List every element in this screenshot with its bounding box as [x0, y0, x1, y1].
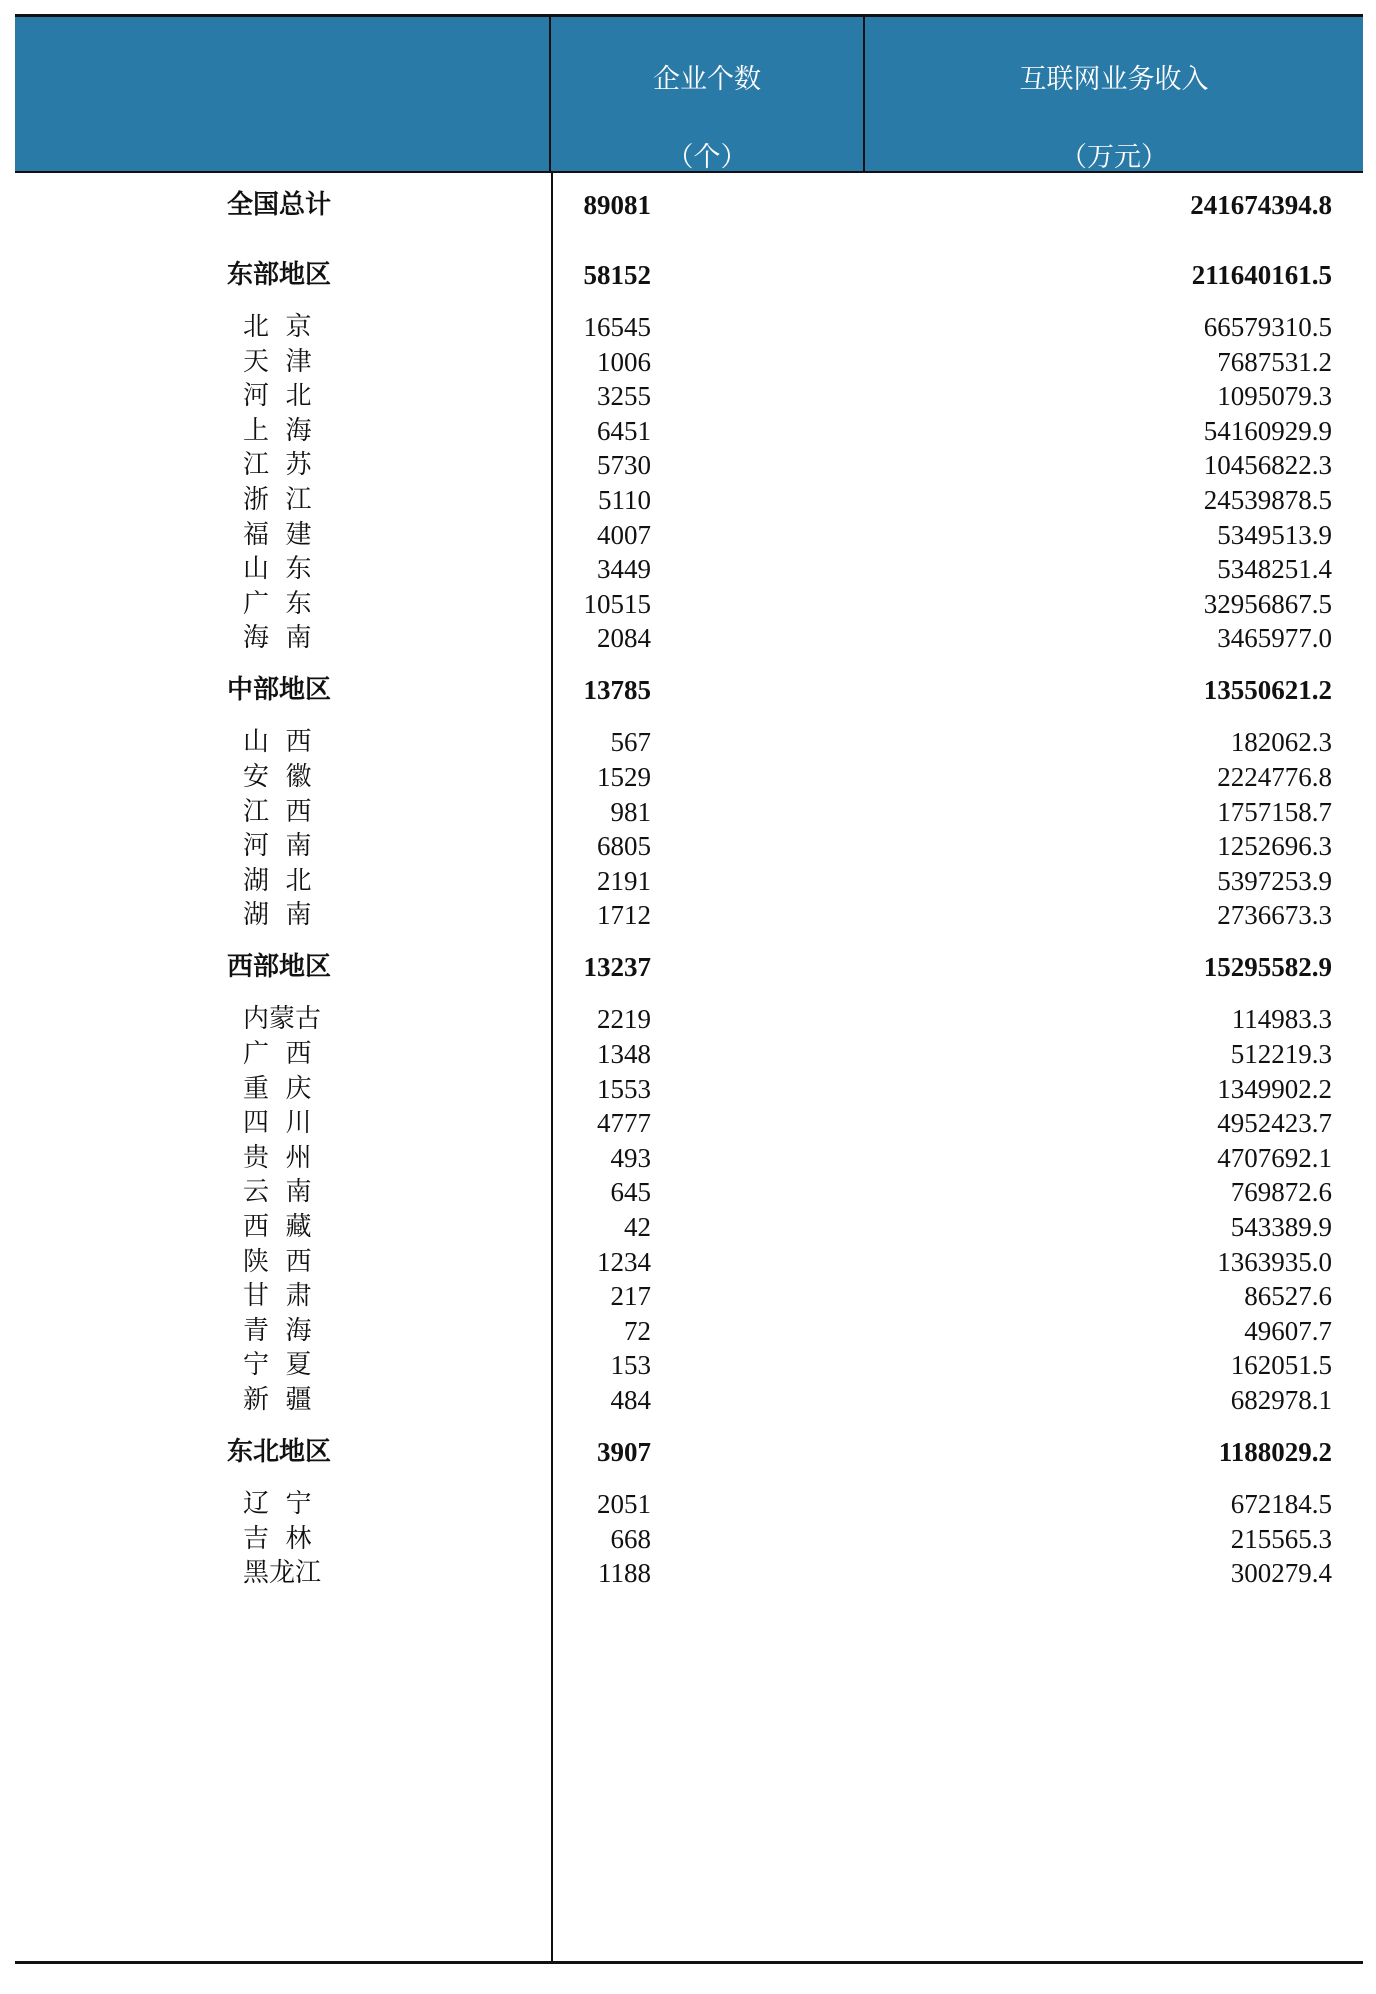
- internet-revenue: 241674394.8: [1190, 190, 1332, 220]
- province-name: 新 疆: [243, 1385, 312, 1415]
- internet-revenue: 2736673.3: [1217, 900, 1332, 931]
- enterprise-count: 4007: [597, 519, 651, 550]
- table-row: [15, 893, 1363, 937]
- internet-revenue: 1095079.3: [1217, 381, 1332, 412]
- internet-revenue: 5349513.9: [1217, 519, 1332, 550]
- province-name: 四 川: [243, 1108, 312, 1139]
- province-name: 吉 林: [243, 1523, 312, 1554]
- internet-revenue: 114983.3: [1231, 1004, 1332, 1035]
- enterprise-count: 13237: [583, 952, 651, 983]
- table-row: [15, 616, 1363, 660]
- header-revenue-title: 互联网业务收入: [1019, 64, 1209, 95]
- enterprise-count: 668: [610, 1523, 651, 1554]
- table-row: [15, 1378, 1363, 1422]
- enterprise-count: 3449: [597, 554, 651, 585]
- province-name: 江 西: [243, 796, 312, 827]
- internet-revenue: 10456822.3: [1203, 450, 1332, 481]
- enterprise-count: 3255: [597, 381, 651, 412]
- enterprise-count: 58152: [583, 260, 651, 290]
- internet-revenue: 15295582.9: [1203, 952, 1332, 983]
- internet-revenue: 1757158.7: [1217, 796, 1332, 827]
- enterprise-count: 3907: [597, 1437, 651, 1467]
- enterprise-count: 2191: [597, 865, 651, 896]
- enterprise-count: 72: [624, 1315, 651, 1346]
- enterprise-count: 484: [610, 1385, 651, 1415]
- internet-revenue: 1363935.0: [1217, 1246, 1332, 1277]
- province-name: 湖 北: [243, 865, 312, 896]
- province-name: 黑龙江: [243, 1558, 322, 1589]
- header-revenue-unit: （万元）: [1060, 142, 1168, 173]
- internet-revenue: 211640161.5: [1191, 260, 1332, 290]
- province-name: 湖 南: [243, 900, 312, 931]
- internet-revenue: 1349902.2: [1217, 1073, 1332, 1104]
- internet-revenue: 182062.3: [1230, 727, 1332, 758]
- province-name: 辽 宁: [243, 1489, 312, 1519]
- enterprise-count: 981: [610, 796, 651, 827]
- province-name: 甘 肃: [243, 1281, 312, 1312]
- province-name: 安 徽: [243, 762, 312, 792]
- region-summary-row: [15, 668, 1363, 712]
- header-blank-cell: [15, 17, 551, 171]
- province-name: 北 京: [243, 312, 312, 342]
- internet-revenue: 1252696.3: [1217, 831, 1332, 862]
- province-name: 西 藏: [243, 1212, 312, 1242]
- province-name: 河 南: [243, 831, 312, 862]
- enterprise-count: 6805: [597, 831, 651, 862]
- internet-revenue: 5348251.4: [1217, 554, 1332, 585]
- region-name: 东北地区: [227, 1437, 332, 1467]
- enterprise-count: 217: [610, 1281, 651, 1312]
- enterprise-count: 42: [624, 1212, 651, 1242]
- enterprise-count: 4777: [597, 1108, 651, 1139]
- bottom-rule: [15, 1961, 1363, 1964]
- enterprise-count: 493: [610, 1142, 651, 1173]
- table-row: [15, 1551, 1363, 1595]
- province-name: 重 庆: [243, 1073, 312, 1104]
- province-name: 福 建: [243, 519, 312, 550]
- enterprise-count: 1006: [597, 346, 651, 377]
- province-name: 山 西: [243, 727, 312, 758]
- province-name: 上 海: [243, 415, 312, 446]
- enterprise-count: 10515: [583, 588, 651, 619]
- enterprise-count: 5110: [598, 485, 651, 515]
- province-name: 天 津: [243, 346, 312, 377]
- header-revenue-cell: [865, 17, 1363, 171]
- internet-revenue: 5397253.9: [1217, 865, 1332, 896]
- internet-revenue: 24539878.5: [1203, 485, 1332, 515]
- enterprise-count: 645: [610, 1177, 651, 1208]
- internet-revenue: 162051.5: [1230, 1350, 1332, 1381]
- enterprise-count: 1348: [597, 1039, 651, 1069]
- region-name: 东部地区: [227, 260, 332, 290]
- province-name: 广 西: [243, 1039, 312, 1069]
- region-summary-row: [15, 253, 1363, 297]
- enterprise-count: 153: [610, 1350, 651, 1381]
- internet-revenue: 7687531.2: [1217, 346, 1332, 377]
- internet-revenue: 1188029.2: [1218, 1437, 1332, 1467]
- header-count-cell: [551, 17, 865, 171]
- province-name: 浙 江: [243, 485, 312, 515]
- region-name: 西部地区: [227, 952, 332, 983]
- province-name: 江 苏: [243, 450, 312, 481]
- internet-revenue: 682978.1: [1230, 1385, 1332, 1415]
- internet-revenue: 215565.3: [1230, 1523, 1332, 1554]
- table-header: [15, 17, 1363, 173]
- region-summary-row: [15, 183, 1363, 227]
- province-name: 内蒙古: [243, 1004, 322, 1035]
- region-name: 全国总计: [227, 190, 332, 220]
- province-name: 贵 州: [243, 1142, 312, 1173]
- internet-revenue: 672184.5: [1230, 1489, 1332, 1519]
- enterprise-count: 1188: [598, 1558, 651, 1589]
- region-summary-row: [15, 945, 1363, 989]
- province-name: 宁 夏: [243, 1350, 312, 1381]
- enterprise-count: 5730: [597, 450, 651, 481]
- table-body: [15, 173, 1363, 1964]
- internet-revenue: 32956867.5: [1203, 588, 1332, 619]
- enterprise-count: 1712: [597, 900, 651, 931]
- internet-revenue: 54160929.9: [1203, 415, 1332, 446]
- internet-revenue: 66579310.5: [1203, 312, 1332, 342]
- province-name: 广 东: [243, 588, 312, 619]
- header-count-title: 企业个数: [653, 64, 761, 95]
- internet-revenue: 86527.6: [1244, 1281, 1332, 1312]
- province-name: 云 南: [243, 1177, 312, 1208]
- internet-revenue: 769872.6: [1230, 1177, 1332, 1208]
- enterprise-count: 6451: [597, 415, 651, 446]
- internet-revenue: 4707692.1: [1217, 1142, 1332, 1173]
- enterprise-count: 2219: [597, 1004, 651, 1035]
- enterprise-count: 1234: [597, 1246, 651, 1277]
- internet-revenue: 13550621.2: [1203, 675, 1332, 706]
- internet-revenue: 543389.9: [1230, 1212, 1332, 1242]
- enterprise-count: 567: [610, 727, 651, 758]
- region-name: 中部地区: [227, 675, 332, 706]
- province-name: 海 南: [243, 623, 312, 654]
- internet-revenue: 49607.7: [1244, 1315, 1332, 1346]
- province-name: 山 东: [243, 554, 312, 585]
- data-table: [15, 14, 1363, 1964]
- enterprise-count: 1529: [597, 762, 651, 792]
- internet-revenue: 300279.4: [1230, 1558, 1332, 1589]
- enterprise-count: 2084: [597, 623, 651, 654]
- enterprise-count: 16545: [583, 312, 651, 342]
- province-name: 河 北: [243, 381, 312, 412]
- internet-revenue: 2224776.8: [1217, 762, 1332, 792]
- enterprise-count: 2051: [597, 1489, 651, 1519]
- province-name: 陕 西: [243, 1246, 312, 1277]
- region-summary-row: [15, 1430, 1363, 1474]
- province-name: 青 海: [243, 1315, 312, 1346]
- header-count-unit: （个）: [666, 142, 748, 173]
- enterprise-count: 1553: [597, 1073, 651, 1104]
- internet-revenue: 4952423.7: [1217, 1108, 1332, 1139]
- internet-revenue: 512219.3: [1230, 1039, 1332, 1069]
- internet-revenue: 3465977.0: [1217, 623, 1332, 654]
- enterprise-count: 89081: [583, 190, 651, 220]
- enterprise-count: 13785: [583, 675, 651, 706]
